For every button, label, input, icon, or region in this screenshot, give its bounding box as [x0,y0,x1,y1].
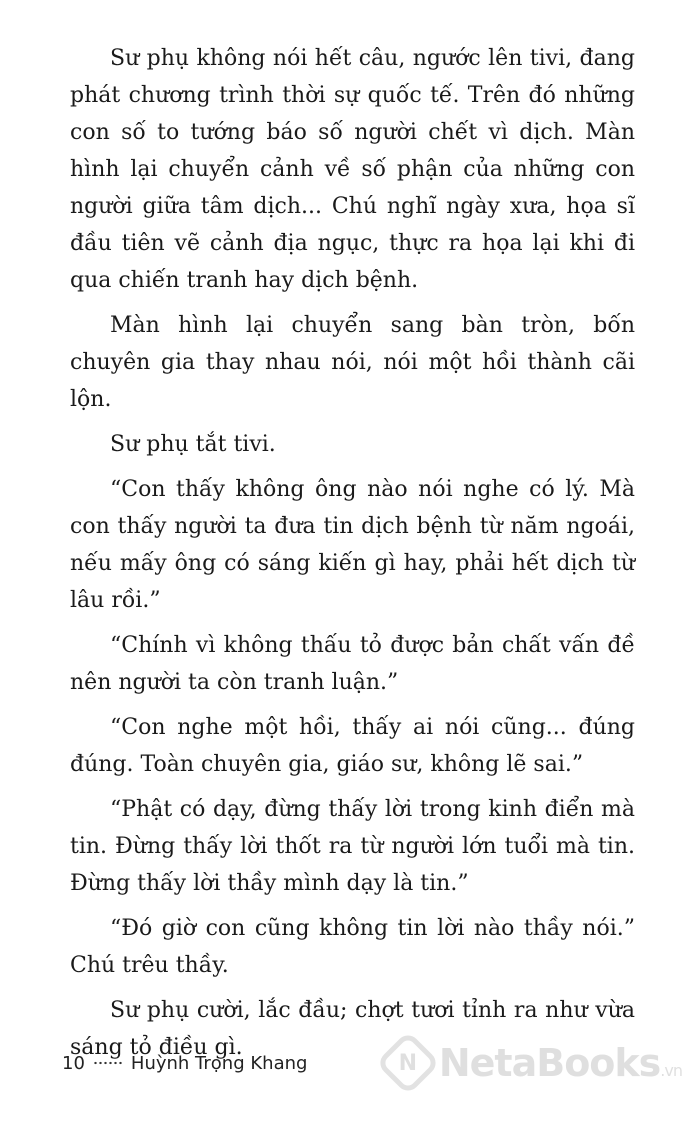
netabooks-logo-icon [375,1030,440,1095]
paragraph: “Con nghe một hồi, thấy ai nói cũng... đúng đúng. Toàn chuyên gia, giáo sư, không lẽ sai.” [70,715,635,777]
paragraph: Sư phụ không nói hết câu, ngước lên tivi, đang phát chương trình thời sự quốc tế. Trên đó những con số to tướng báo số người chết vì dịch. Màn hình lại chuyển cảnh về số phận của những con người giữa tâm dịch... Chú nghĩ ngày xưa, họa sĩ đầu tiên vẽ cảnh địa ngục, thực ra họa lại khi đi qua chiến tranh hay dịch bệnh. [70,46,635,293]
body-text [70,40,635,1074]
watermark-suffix: .vn [660,1061,682,1080]
watermark-logo [385,1040,682,1086]
logo-mark-letter: N [398,1050,418,1076]
dotted-separator [93,1060,123,1066]
paragraph: “Chính vì không thấu tỏ được bản chất vấn đề nên người ta còn tranh luận.” [70,633,635,695]
paragraph: “Con thấy không ông nào nói nghe có lý. Mà con thấy người ta đưa tin dịch bệnh từ năm ngoái, nếu mấy ông có sáng kiến gì hay, phải hết dịch từ lâu rồi.” [70,477,635,613]
paragraph: Sư phụ cười, lắc đầu; chợt tươi tỉnh ra như vừa sáng tỏ điều gì. [70,998,635,1060]
page-number: 10 [62,1052,85,1074]
paragraph: “Đó giờ con cũng không tin lời nào thầy nói.” Chú trêu thầy. [70,916,635,978]
watermark-brand: NetaBooks [438,1041,661,1085]
watermark-text [439,1041,682,1085]
author-name: Huỳnh Trọng Khang [130,1052,308,1074]
paragraph: Màn hình lại chuyển sang bàn tròn, bốn chuyên gia thay nhau nói, nói một hồi thành cãi lộn. [70,313,635,412]
paragraph: Sư phụ tắt tivi. [110,432,276,457]
paragraph: “Phật có dạy, đừng thấy lời trong kinh điển mà tin. Đừng thấy lời thốt ra từ người lớn tuổi mà tin. Đừng thấy lời thầy mình dạy là tin.” [70,797,635,896]
page-footer [62,1050,307,1076]
